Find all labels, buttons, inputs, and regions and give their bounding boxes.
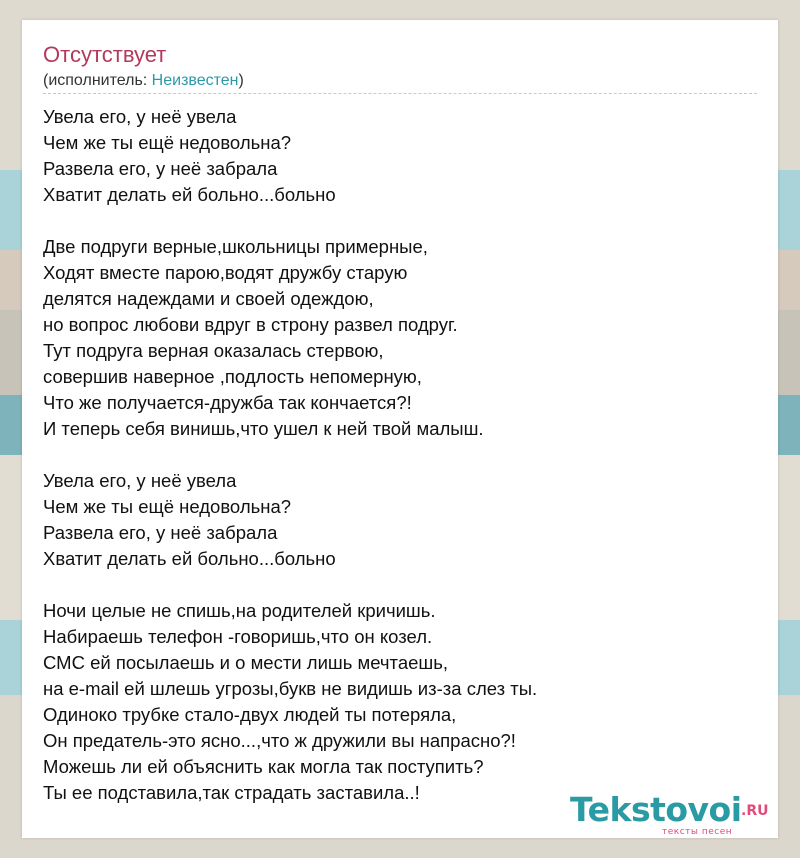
lyrics-card <box>22 20 778 838</box>
lyric-line: совершив наверное ,подлость непомерную, <box>43 366 422 387</box>
lyric-line: Увела его, у неё увела <box>43 470 237 491</box>
logo-domain: .RU <box>741 803 769 819</box>
artist-suffix: ) <box>238 72 244 89</box>
stanza-break <box>43 442 763 468</box>
lyric-line: И теперь себя винишь,что ушел к ней твой малыш. <box>43 418 484 439</box>
lyric-line: Ты ее подставила,так страдать заставила..! <box>43 782 420 803</box>
lyric-line: Развела его, у неё забрала <box>43 522 278 543</box>
artist-prefix: (исполнитель: <box>43 72 152 89</box>
lyric-line: Чем же ты ещё недовольна? <box>43 132 292 153</box>
lyric-line: Одиноко трубке стало-двух людей ты потеряла, <box>43 704 457 725</box>
lyric-line: СМС ей посылаешь и о мести лишь мечтаешь, <box>43 652 449 673</box>
lyric-line: Тут подруга верная оказалась стервою, <box>43 340 384 361</box>
lyric-line: делятся надеждами и своей одеждою, <box>43 288 374 309</box>
logo-tagline: тексты песен <box>662 827 733 837</box>
lyric-line: Развела его, у неё забрала <box>43 158 278 179</box>
lyric-line: Он предатель-это ясно...,что ж дружили вы напрасно?! <box>43 730 516 751</box>
tekstovoi-logo[interactable] <box>570 790 780 836</box>
lyric-line: Можешь ли ей объяснить как могла так поступить? <box>43 756 484 777</box>
lyrics-text <box>43 104 763 806</box>
artist-line <box>43 72 244 90</box>
lyric-line: Набираешь телефон -говоришь,что он козел. <box>43 626 433 647</box>
lyric-line: на e-mail ей шлешь угрозы,букв не видишь из-за слез ты. <box>43 678 538 699</box>
lyric-line: Ночи целые не спишь,на родителей кричишь. <box>43 600 436 621</box>
lyric-line: Что же получается-дружба так кончается?! <box>43 392 412 413</box>
lyric-line: Хватит делать ей больно...больно <box>43 548 336 569</box>
artist-link[interactable]: Неизвестен <box>151 72 239 89</box>
stanza-break <box>43 572 763 598</box>
lyric-line: Чем же ты ещё недовольна? <box>43 496 292 517</box>
lyric-line: Две подруги верные,школьницы примерные, <box>43 236 428 257</box>
stanza-break <box>43 208 763 234</box>
song-title: Отсутствует <box>43 42 167 67</box>
title-divider <box>43 93 757 94</box>
logo-wordmark: Tekstovoi <box>570 790 742 829</box>
lyric-line: Хватит делать ей больно...больно <box>43 184 336 205</box>
lyric-line: Увела его, у неё увела <box>43 106 237 127</box>
lyric-line: Ходят вместе парою,водят дружбу старую <box>43 262 408 283</box>
lyric-line: но вопрос любови вдруг в строну развел подруг. <box>43 314 458 335</box>
